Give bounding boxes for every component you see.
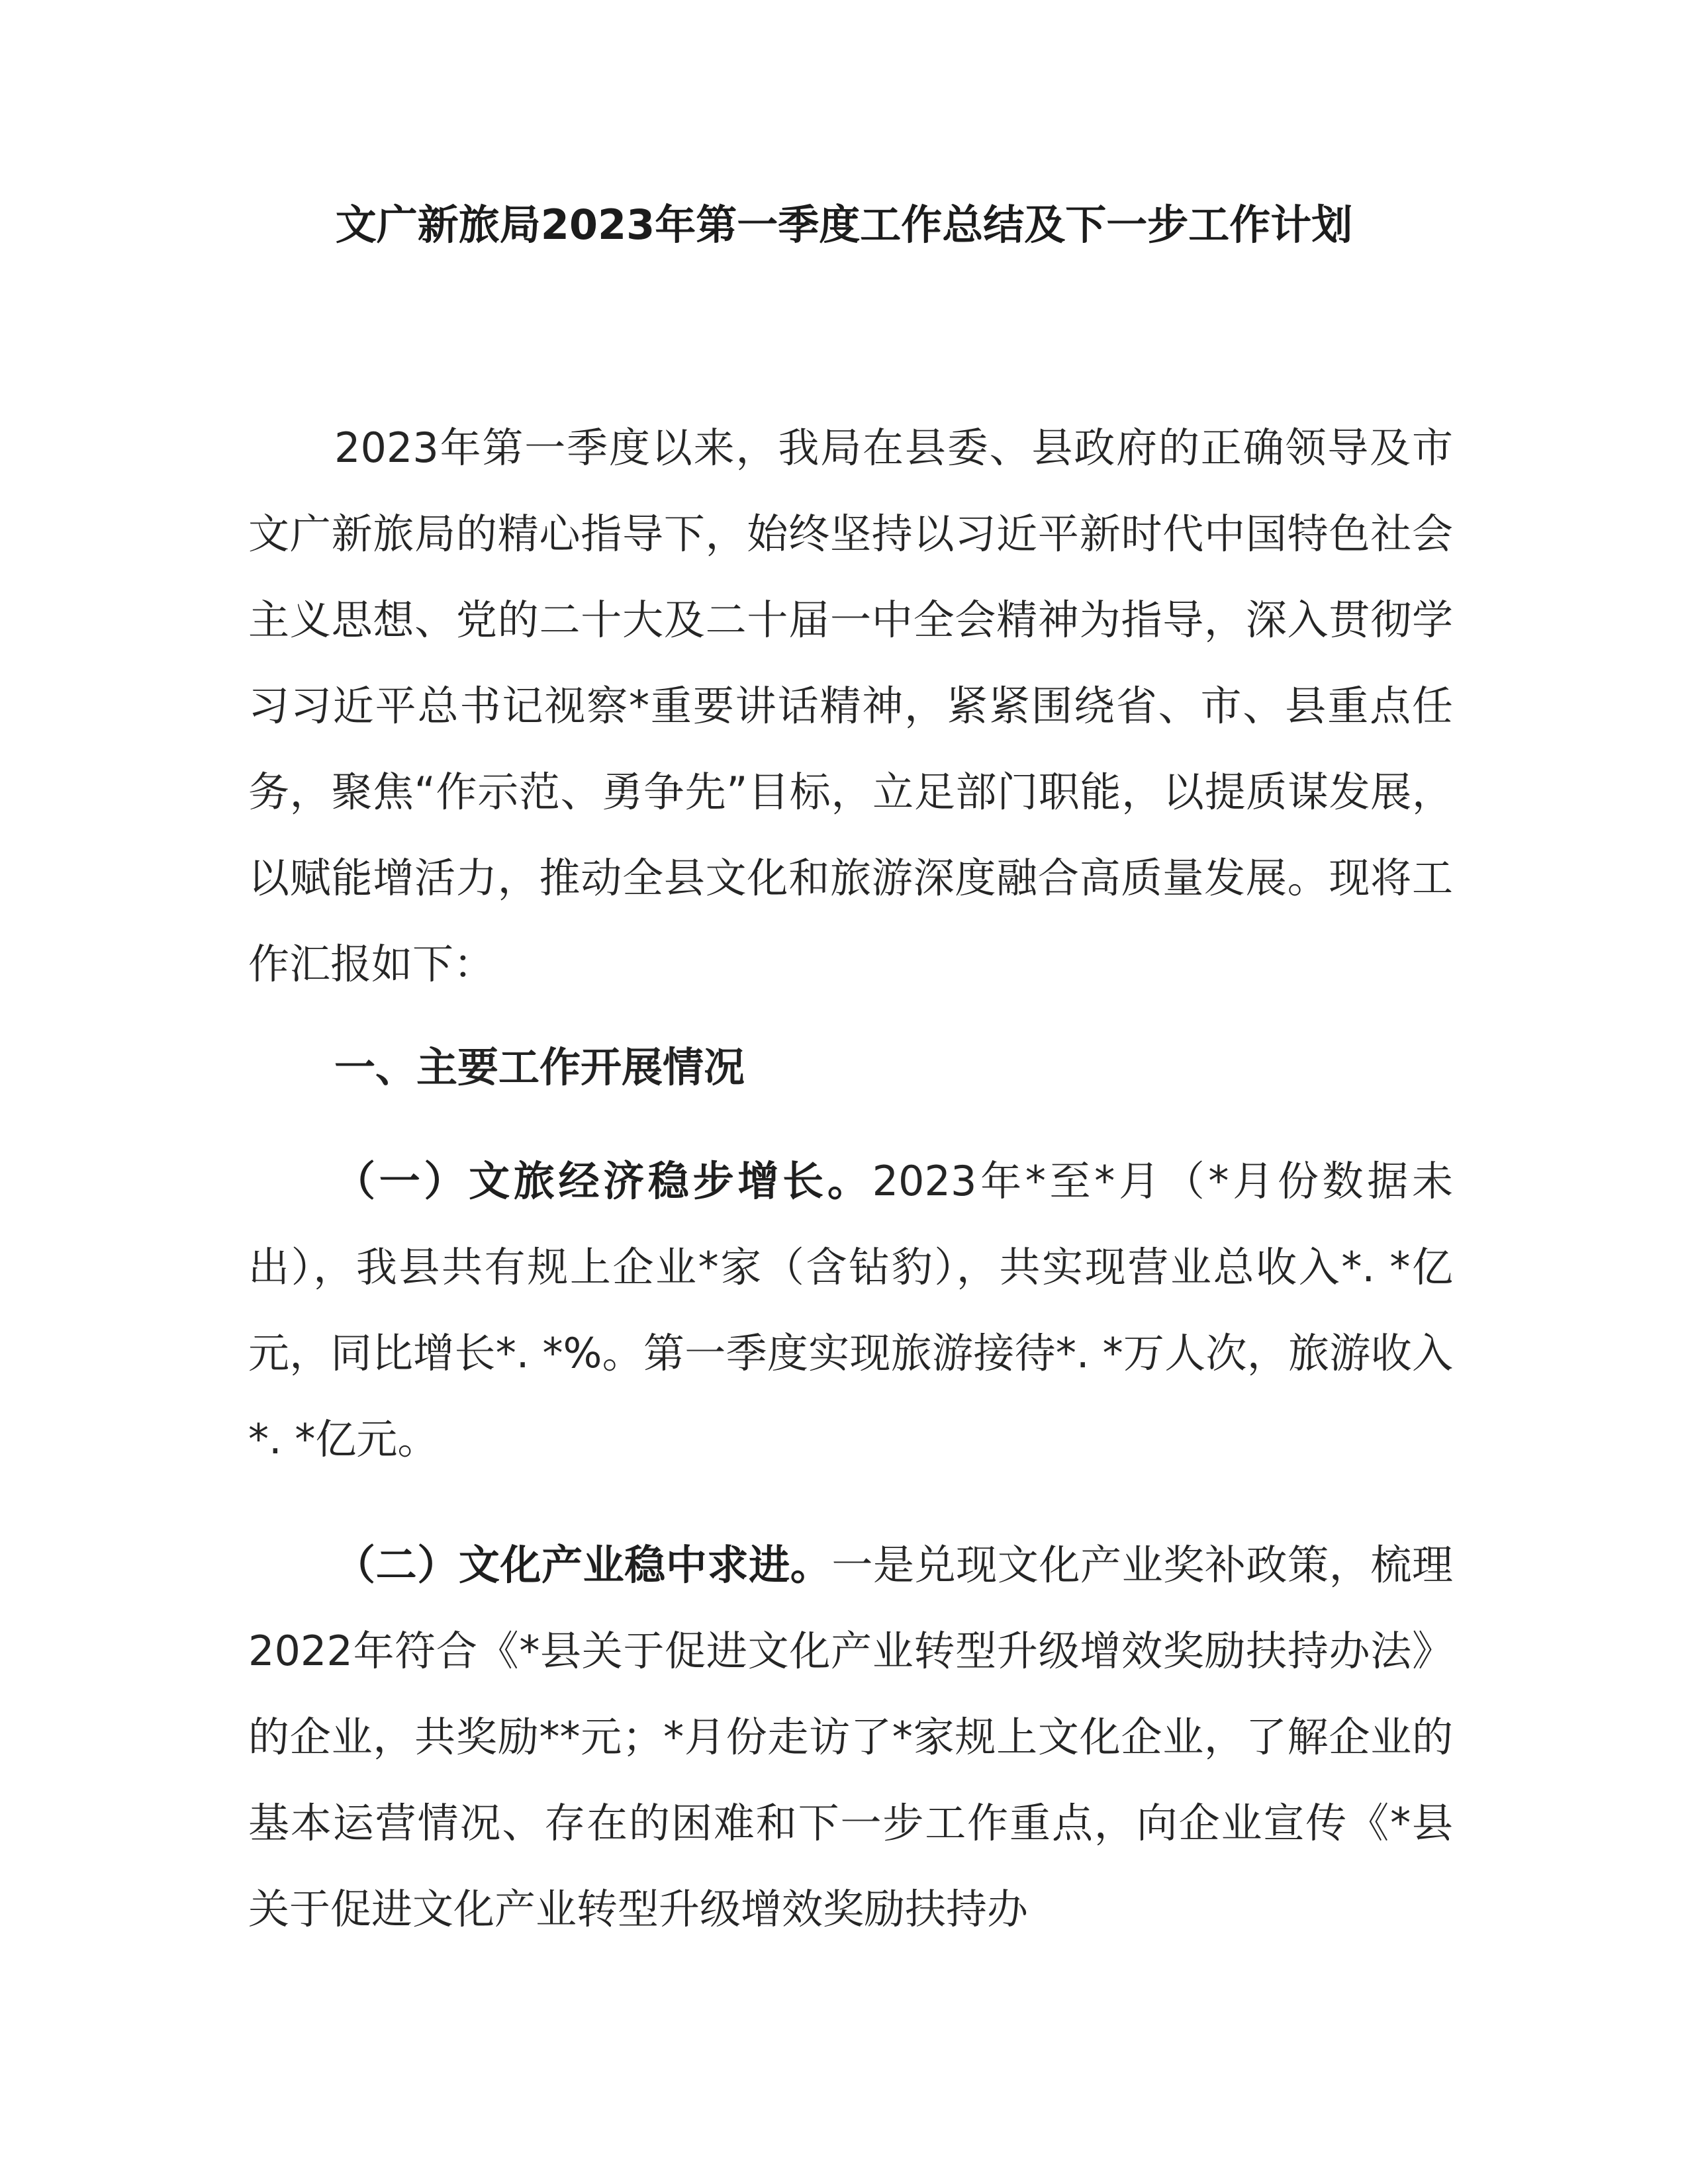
intro-paragraph: 2023年第一季度以来，我局在县委、县政府的正确领导及市文广新旅局的精心指导下，始终坚持以习近平新时代中国特色社会主义思想、党的二十大及二十届一中全会精神为指导，深入贯彻学习习近平总书记视察*重要讲话精神，紧紧围绕省、市、县重点任务，聚焦“作示范、勇争先”目标，立足部门职能，以提质谋发展，以赋能增活力，推动全县文化和旅游深度融合高质量发展。现将工作汇报如下：	[248, 424, 1453, 988]
paragraph-cultural-industry	[248, 1522, 1453, 1952]
paragraph-lead: （二）文化产业稳中求进。	[334, 1541, 832, 1589]
paragraph-body: 2023年*至*月（*月份数据未出），我县共有规上企业*家（含钻豹），共实现营业总收入*. *亿元，同比增长*. *%。第一季度实现旅游接待*. *万人次，旅游收入*. *亿元。	[248, 1157, 1453, 1463]
paragraph-tourism-economy	[248, 1138, 1453, 1482]
paragraph-body: 一是兑现文化产业奖补政策，梳理2022年符合《*县关于促进文化产业转型升级增效奖励扶持办法》的企业，共奖励**元；*月份走访了*家规上文化企业，了解企业的基本运营情况、存在的困难和下一步工作重点，向企业宣传《*县关于促进文化产业转型升级增效奖励扶持办	[248, 1541, 1453, 1933]
paragraph-lead: （一）文旅经济稳步增长。	[334, 1157, 872, 1205]
document-title: 文广新旅局2023年第一季度工作总结及下一步工作计划	[335, 201, 1353, 249]
section-heading: 一、主要工作开展情况	[334, 1043, 745, 1091]
